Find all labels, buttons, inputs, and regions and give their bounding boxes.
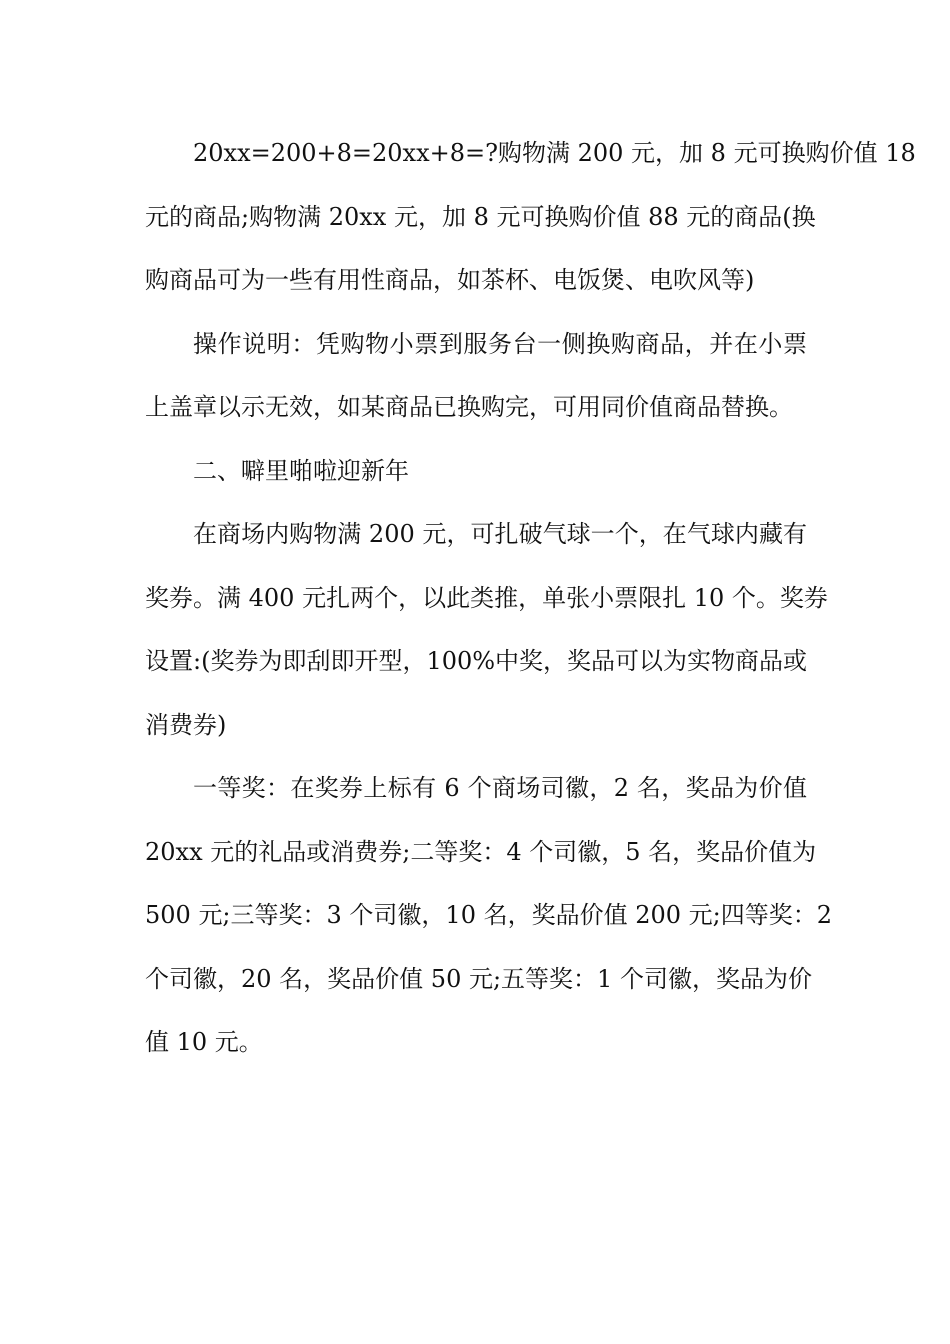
section-heading: 二、噼里啪啦迎新年: [193, 456, 409, 485]
text-line: 奖券。满 400 元扎两个，以此类推，单张小票限扎 10 个。奖券: [145, 583, 828, 612]
text-line: 元的商品;购物满 20xx 元，加 8 元可换购价值 88 元的商品(换: [145, 202, 816, 231]
text-line: 20xx 元的礼品或消费券;二等奖：4 个司徽，5 名，奖品价值为: [145, 837, 817, 866]
text-line: 20xx=200+8=20xx+8=?购物满 200 元，加 8 元可换购价值 18: [193, 139, 916, 167]
text-line: 购商品可为一些有用性商品，如茶杯、电饭煲、电吹风等): [145, 266, 755, 294]
text-line: 设置:(奖券为即刮即开型，100%中奖，奖品可以为实物商品或: [145, 647, 808, 675]
text-line: 值 10 元。: [145, 1028, 263, 1056]
text-line: 个司徽，20 名，奖品价值 50 元;五等奖：1 个司徽，奖品为价: [145, 964, 812, 993]
text-line: 在商场内购物满 200 元，可扎破气球一个，在气球内藏有: [193, 520, 807, 548]
text-line: 操作说明：凭购物小票到服务台一侧换购商品，并在小票: [193, 329, 807, 358]
document-body: [145, 128, 916, 1081]
text-line: 消费券): [145, 710, 227, 739]
text-line: 上盖章以示无效，如某商品已换购完，可用同价值商品替换。: [145, 393, 793, 421]
text-line: 一等奖：在奖券上标有 6 个商场司徽，2 名，奖品为价值: [193, 774, 807, 802]
text-line: 500 元;三等奖：3 个司徽，10 名，奖品价值 200 元;四等奖：2: [145, 901, 833, 929]
